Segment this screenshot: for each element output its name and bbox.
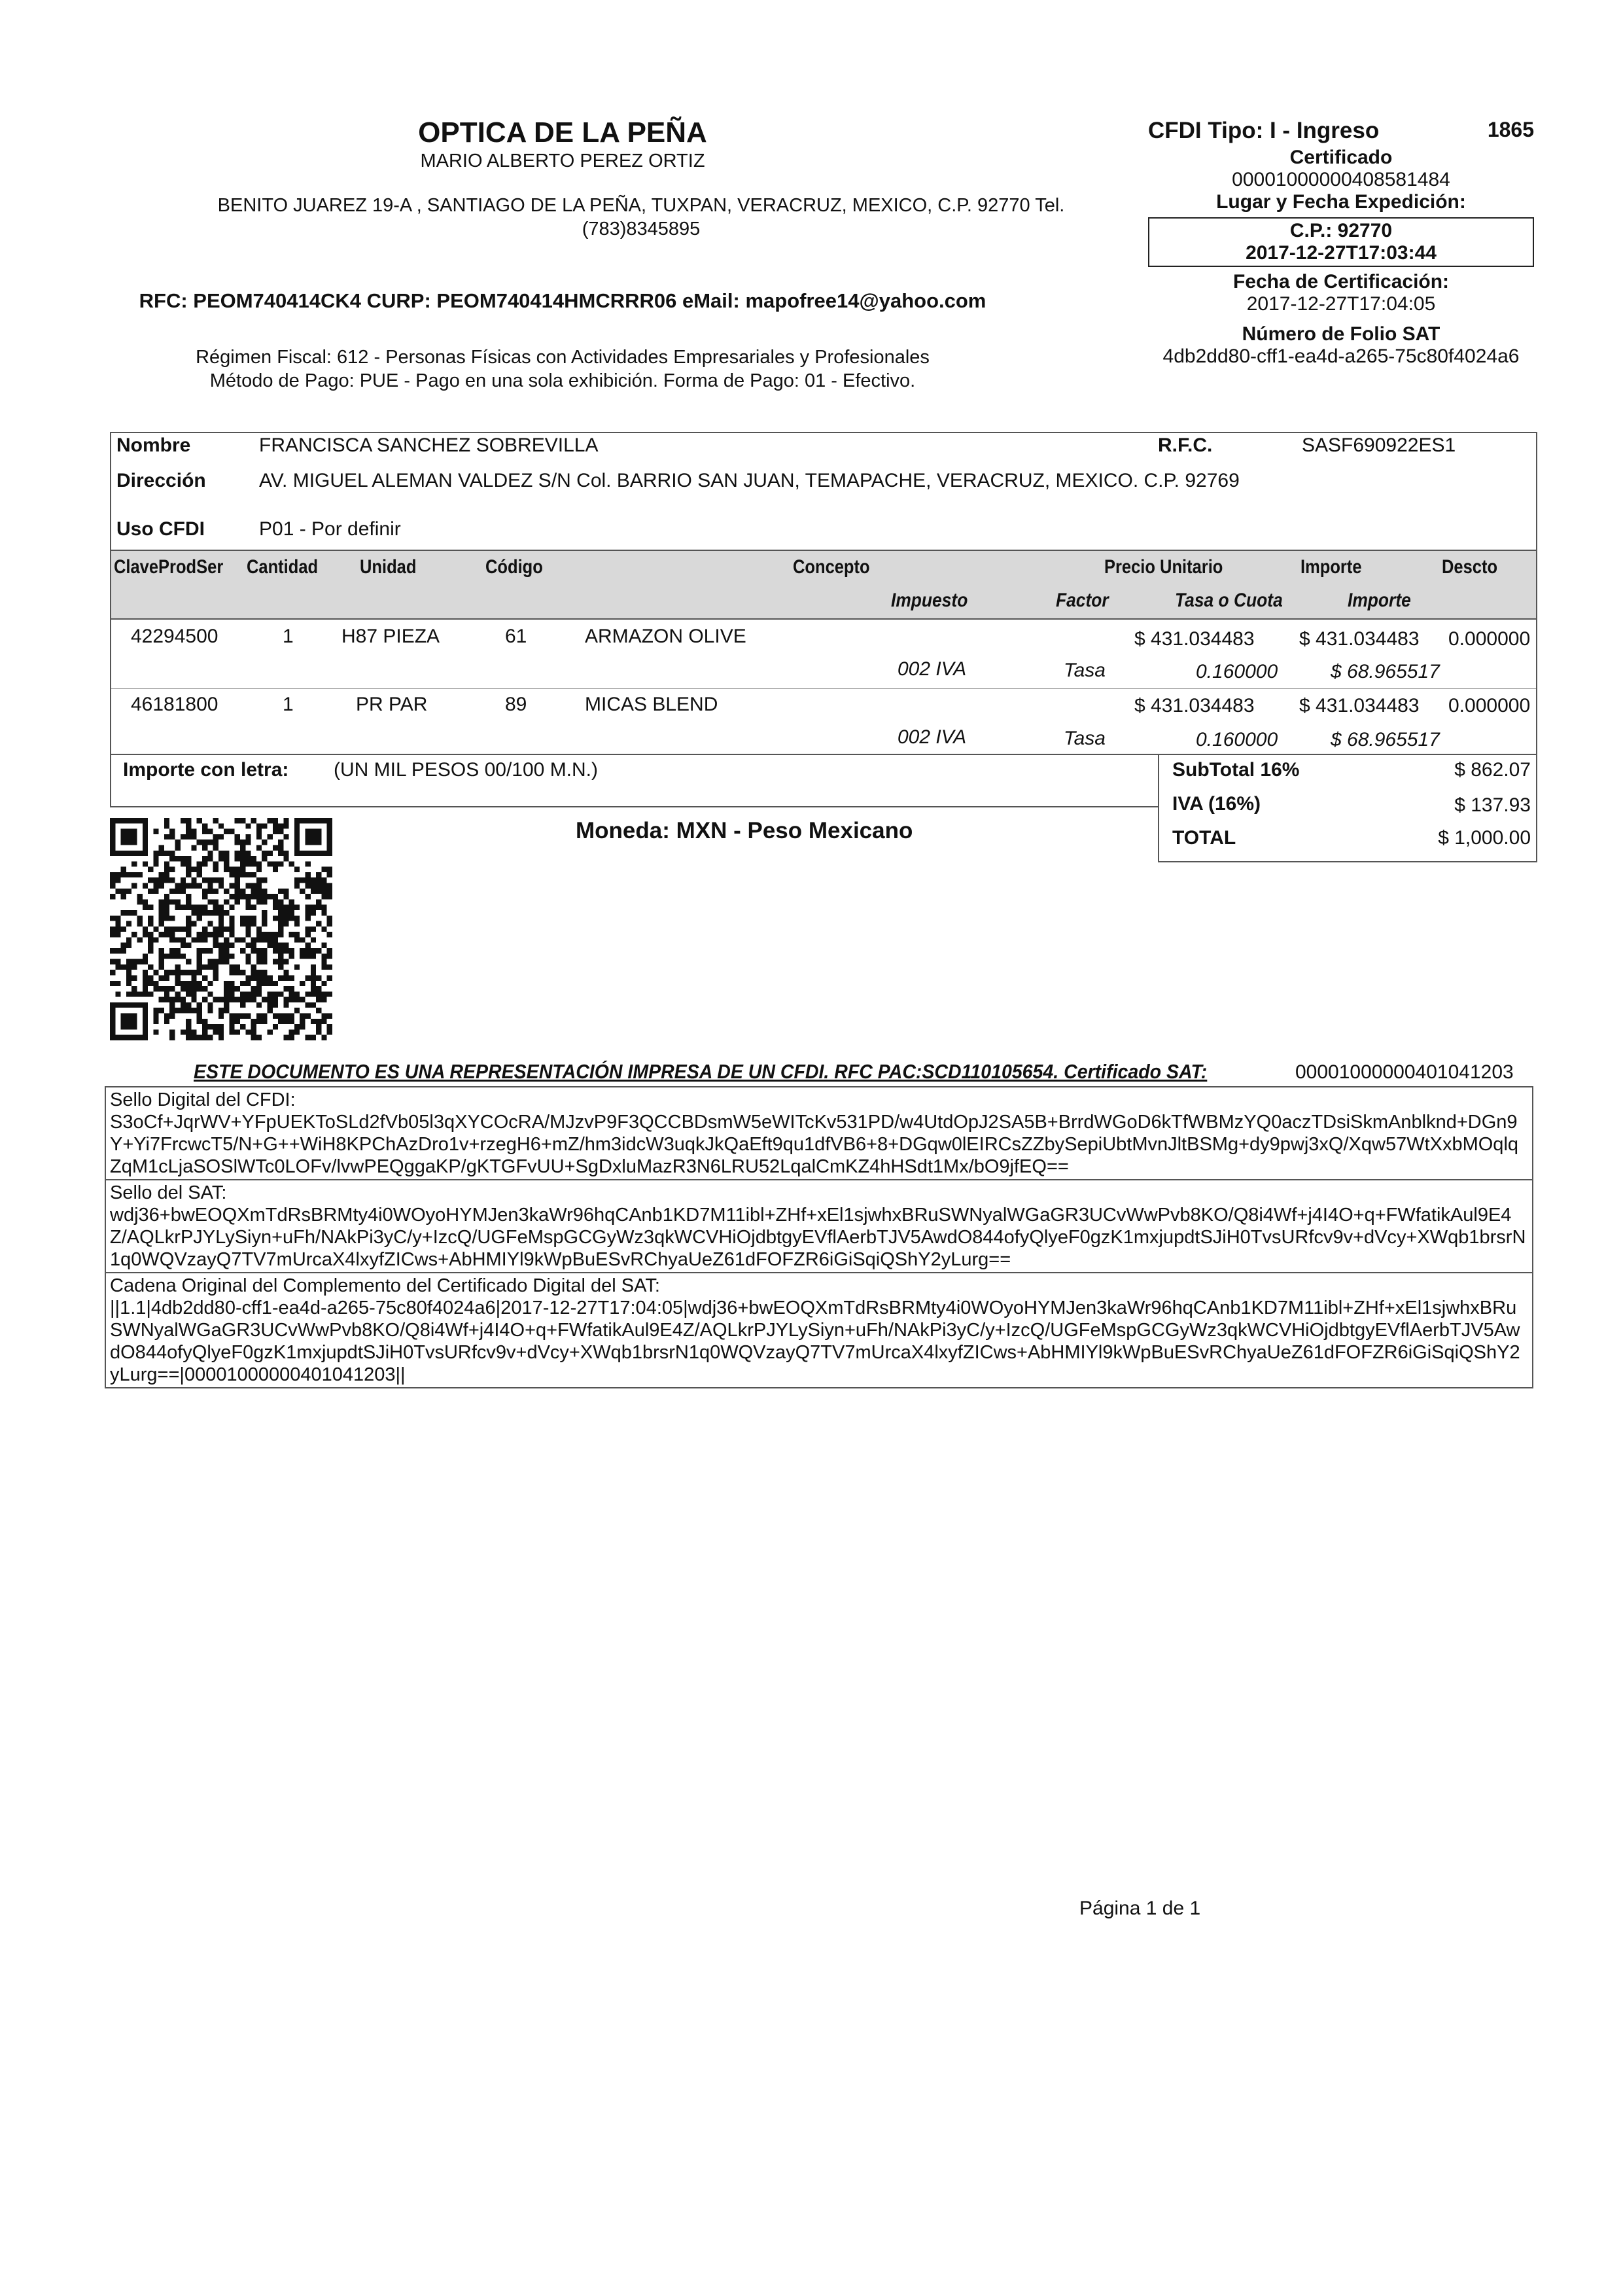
item-importe: $ 431.034483: [1299, 628, 1420, 650]
item-importe: $ 431.034483: [1299, 695, 1420, 716]
seal-value: S3oCf+JqrWV+YFpUEKToSLd2fVb05l3qXYCOcRA/MJzvP9F3QCCBDsmW5eWITcKv531PD/w4UtdOpJ2SA5B+BrrdWGoD6kTfWBMzYQ0aczTDsiSkmAnblknd+DGn9Y+Yi7FrcwcT5/N+G++WiH8KPChAzDro1v+rzegH6+mZ/hm3idcW3uqkJkQaEft9qu1dfVB6+8+DGqw0lEIRCsZZbySepiUbtMvnJltBSMg+dy9pwj3xQ/Xqw57WtXxbMOqlqZqM1cLjaSOSlWTc0LOFv/lvwPEQggaKP/gKTGFvUU+SgDxluMazR3N6LRU52LqalCmKZ4hHSdt1Mx/bO9jfEQ==: [110, 1112, 1519, 1177]
client-address-label: Dirección: [116, 470, 206, 491]
issuer-regime-block: [0, 345, 1125, 393]
cfdi-type: CFDI Tipo: I - Ingreso: [1148, 118, 1380, 143]
total-value: $ 1,000.00: [1438, 827, 1531, 849]
item-importe-tax: $ 68.965517: [1331, 661, 1440, 682]
place-box: [1148, 217, 1534, 267]
client-address: AV. MIGUEL ALEMAN VALDEZ S/N Col. BARRIO SAN JUAN, TEMAPACHE, VERACRUZ, MEXICO. C.P. 92769: [259, 470, 1240, 491]
folio-sat: 4db2dd80-cff1-ea4d-a265-75c80f4024a6: [1162, 345, 1520, 367]
issuer-name: OPTICA DE LA PEÑA: [418, 116, 707, 149]
cp: C.P.: 92770: [1289, 220, 1393, 241]
issuer-address-line: BENITO JUAREZ 19-A , SANTIAGO DE LA PEÑA, TUXPAN, VERACRUZ, MEXICO, C.P. 92770 Tel.: [217, 195, 1065, 216]
client-box: [110, 432, 1537, 552]
client-name-label: Nombre: [116, 434, 191, 456]
cert-label: Certificado: [1289, 147, 1393, 168]
col-importe: Importe: [1300, 556, 1362, 578]
col-concepto: Concepto: [793, 556, 870, 578]
item-codigo: 89: [505, 694, 527, 715]
item-unidad: PR PAR: [356, 694, 428, 715]
col-codigo: Código: [485, 556, 543, 578]
cfdi-info: [1148, 118, 1534, 368]
seal-value: wdj36+bwEOQXmTdRsBRMty4i0WOyoHYMJen3kaWr96hqCAnb1KD7M11ibl+ZHf+xEl1sjwhxBRuSWNyalWGaGR3UCvWwPvb8KO/Q8i4Wf+j4I4O+q+FWfatikAul9E4Z/AQLkrPJYLySiyn+uFh/NAkPi3yC/y+IzcQ/UGFeMspGCGyWz3qkWCVHiOjdbtgyEVflAerbTJV5AwdO844ofyQlyeF0gzK1mxjupdtSJiH0TvsURfcv9v+dVcy+XWqb1brsrN1q0WQVzayQ7TV7mUrcaX4lxyfZICws+AbHMIYl9kWpBuESvRChyaUeZ61dFOFZR6iGiSqiQShY2yLurg==: [110, 1205, 1526, 1270]
col-cantidad: Cantidad: [247, 556, 319, 578]
item-codigo: 61: [505, 626, 527, 647]
col-precio: Precio Unitario: [1104, 556, 1223, 578]
col-descto: Descto: [1442, 556, 1498, 578]
item-clave: 46181800: [131, 694, 218, 715]
issuer-person: MARIO ALBERTO PEREZ ORTIZ: [420, 150, 705, 171]
representation-notice: ESTE DOCUMENTO ES UNA REPRESENTACIÓN IMPRESA DE UN CFDI. RFC PAC:SCD110105654. Certificado SAT:: [194, 1060, 1208, 1083]
seal-original-chain: [106, 1273, 1532, 1387]
seal-label: Sello Digital del CFDI:: [110, 1089, 296, 1110]
item-tasa: 0.160000: [1196, 661, 1278, 682]
seals-box: [105, 1086, 1533, 1388]
item-precio: $ 431.034483: [1134, 695, 1255, 716]
amount-letter: (UN MIL PESOS 00/100 M.N.): [334, 759, 599, 781]
cfdi-folio: 1865: [1487, 118, 1534, 141]
items-header-row: [111, 550, 1536, 587]
cert-date: 2017-12-27T17:04:05: [1246, 293, 1436, 315]
client-rfc-label: R.F.C.: [1158, 434, 1213, 456]
item-clave: 42294500: [131, 626, 218, 647]
col-tasa: Tasa o Cuota: [1175, 590, 1283, 611]
subtotal-label: SubTotal 16%: [1172, 759, 1300, 781]
cert-value: 00001000000408581484: [1232, 169, 1450, 190]
item-factor: Tasa: [1064, 728, 1106, 749]
sat-certificate: 00001000000401041203: [1295, 1061, 1514, 1083]
client-rfc: SASF690922ES1: [1302, 434, 1456, 456]
items-table: [110, 550, 1537, 754]
row-divider: [111, 688, 1536, 689]
seal-label: Cadena Original del Complemento del Certificado Digital del SAT:: [110, 1275, 660, 1296]
page-number: Página 1 de 1: [1079, 1898, 1201, 1919]
item-factor: Tasa: [1064, 660, 1106, 681]
uso-cfdi-label: Uso CFDI: [116, 518, 205, 540]
item-concepto: ARMAZON OLIVE: [585, 626, 746, 647]
seal-cfdi: [106, 1087, 1532, 1180]
item-precio: $ 431.034483: [1134, 628, 1255, 650]
client-name: FRANCISCA SANCHEZ SOBREVILLA: [259, 434, 599, 456]
seal-value: ||1.1|4db2dd80-cff1-ea4d-a265-75c80f4024a6|2017-12-27T17:04:05|wdj36+bwEOQXmTdRsBRMty4i0WOyoHYMJen3kaWr96hqCAnb1KD7M11ibl+ZHf+xEl1sjwhxBRuSWNyalWGaGR3UCvWwPvb8KO/Q8i4Wf+j4I4O+q+FWfatikAul9E4Z/AQLkrPJYLySiyn+uFh/NAkPi3yC/y+IzcQ/UGFeMspGCGyWz3qkWCVHiOjdbtgyEVflAerbTJV5AwdO844ofyQlyeF0gzK1mxjupdtSJiH0TvsURfcv9v+dVcy+XWqb1brsrN1q0WQVzayQ7TV7mUrcaX4lxyfZICws+AbHMIYl9kWpBuESvRChyaUeZ61dFOFZR6iGiSqiQShY2yLurg==|00001000000401041203||: [110, 1298, 1520, 1385]
col-impuesto: Impuesto: [891, 590, 968, 611]
issuer-regime: Régimen Fiscal: 612 - Personas Físicas con Actividades Empresariales y Profesionales: [196, 347, 930, 368]
amount-letter-label: Importe con letra:: [123, 759, 289, 781]
iva-label: IVA (16%): [1172, 793, 1261, 815]
place-label: Lugar y Fecha Expedición:: [1216, 191, 1466, 213]
folio-sat-label: Número de Folio SAT: [1242, 323, 1440, 345]
qr-code-icon: [110, 818, 332, 1040]
seal-sat: [106, 1180, 1532, 1273]
seal-label: Sello del SAT:: [110, 1182, 227, 1203]
col-clave: ClaveProdSer: [114, 556, 224, 578]
item-cantidad: 1: [283, 626, 294, 647]
item-concepto: MICAS BLEND: [585, 694, 718, 715]
subtotal-value: $ 862.07: [1454, 759, 1531, 781]
col-unidad: Unidad: [360, 556, 417, 578]
item-descto: 0.000000: [1448, 695, 1531, 716]
item-impuesto: 002 IVA: [898, 658, 967, 680]
item-cantidad: 1: [283, 694, 294, 715]
col-factor: Factor: [1056, 590, 1109, 611]
item-impuesto: 002 IVA: [898, 726, 967, 748]
col-importe-tax: Importe: [1348, 590, 1411, 611]
issuer-ids: RFC: PEOM740414CK4 CURP: PEOM740414HMCRRR06 eMail: mapofree14@yahoo.com: [139, 289, 986, 312]
total-label: TOTAL: [1172, 827, 1236, 849]
iva-value: $ 137.93: [1454, 794, 1531, 816]
item-descto: 0.000000: [1448, 628, 1531, 650]
items-tax-header-row: [111, 586, 1536, 620]
uso-cfdi: P01 - Por definir: [259, 518, 401, 540]
issuer-phone: (783)8345895: [582, 219, 701, 239]
item-importe-tax: $ 68.965517: [1331, 729, 1440, 751]
amount-letter-box: [110, 754, 1159, 807]
totals-box: [1158, 754, 1537, 862]
currency: Moneda: MXN - Peso Mexicano: [576, 818, 913, 843]
cert-date-label: Fecha de Certificación:: [1232, 271, 1450, 292]
item-unidad: H87 PIEZA: [341, 626, 440, 647]
issue-date: 2017-12-27T17:03:44: [1246, 242, 1437, 264]
issuer-address: [144, 194, 1138, 241]
payment-method: Método de Pago: PUE - Pago en una sola exhibición. Forma de Pago: 01 - Efectivo.: [209, 370, 916, 391]
item-tasa: 0.160000: [1196, 729, 1278, 751]
